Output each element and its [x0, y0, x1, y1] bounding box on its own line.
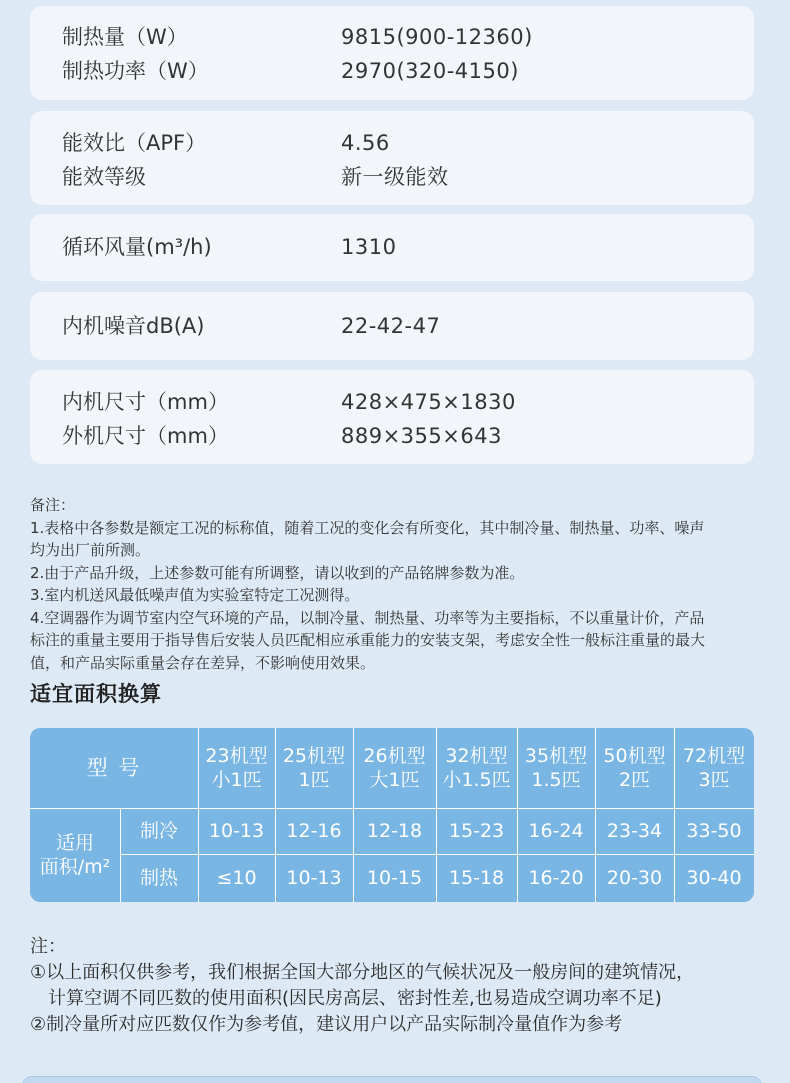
remarks-line: 2.由于产品升级，上述参数可能有所调整，请以收到的产品铭牌参数为准。	[30, 563, 525, 582]
cooling-value: 10-13	[208, 820, 265, 842]
model-hp: 1.5匹	[531, 769, 581, 791]
spec-row-heating-power	[30, 54, 754, 88]
remarks-line: 4.空调器作为调节室内空气环境的产品，以制冷量、制热量、功率等为主要指标，不以重量计价，产品	[30, 608, 705, 627]
model-hp: 3匹	[698, 769, 730, 791]
remarks	[30, 494, 760, 674]
spec-row-outdoor-size	[30, 419, 754, 453]
spec-row-energy-grade	[30, 160, 754, 194]
footnotes	[30, 934, 760, 1038]
model-header	[198, 728, 275, 808]
model-header	[353, 728, 436, 808]
spec-value: 428×475×1830	[341, 390, 516, 414]
model-name: 35机型	[524, 745, 588, 767]
remarks-line: 值，和产品实际重量会存在差异，不影响使用效果。	[30, 653, 376, 672]
spec-label: 制热量（W）	[62, 25, 188, 49]
next-section-edge	[22, 1076, 762, 1083]
type-header: 型 号	[86, 756, 142, 780]
model-name: 32机型	[445, 745, 508, 767]
model-name: 23机型	[205, 745, 268, 767]
spec-row-apf	[30, 126, 754, 160]
spec-label: 内机噪音dB(A)	[62, 314, 205, 338]
model-hp: 2匹	[618, 769, 651, 791]
footnote-line: 计算空调不同匹数的使用面积(因民房高层、密封性差,也易造成空调功率不足)	[48, 988, 662, 1009]
heating-value: 10-13	[286, 867, 342, 889]
heating-value: ≤10	[216, 867, 257, 889]
spec-row-heating-capacity	[30, 20, 754, 54]
heating-value: 16-20	[528, 867, 584, 889]
spec-card-airflow	[30, 214, 754, 281]
model-header	[674, 728, 754, 808]
model-header	[436, 728, 517, 808]
model-hp: 小1匹	[211, 769, 262, 791]
spec-value: 889×355×643	[341, 424, 502, 448]
model-header	[595, 728, 674, 808]
spec-value: 4.56	[341, 131, 390, 155]
footnote-line: ①以上面积仅供参考，我们根据全国大部分地区的气候状况及一般房间的建筑情况，	[30, 962, 695, 983]
spec-row-indoor-noise	[30, 309, 754, 343]
remarks-line: 1.表格中各参数是额定工况的标称值，随着工况的变化会有所变化，其中制冷量、制热量、功率、噪声	[30, 518, 705, 537]
cooling-value: 23-34	[606, 820, 663, 842]
model-header	[517, 728, 595, 808]
spec-card-noise	[30, 292, 754, 360]
spec-label: 内机尺寸（mm）	[62, 390, 229, 414]
model-hp: 小1.5匹	[442, 769, 511, 791]
spec-value: 9815(900-12360)	[341, 25, 533, 49]
heating-value: 15-18	[448, 867, 505, 889]
model-name: 50机型	[603, 745, 666, 767]
cooling-label: 制冷	[139, 820, 178, 842]
spec-value: 22-42-47	[341, 314, 441, 338]
spec-card-size	[30, 370, 754, 464]
cooling-value: 15-23	[448, 820, 505, 842]
model-hp: 1匹	[298, 769, 330, 791]
model-name: 26机型	[363, 745, 426, 767]
heating-value: 30-40	[686, 867, 742, 889]
remarks-line: 均为出厂前所测。	[30, 541, 151, 559]
remarks-title: 备注：	[30, 496, 76, 514]
spec-label: 循环风量(m³/h)	[62, 235, 212, 259]
footnote-line: ②制冷量所对应匹数仅作为参考值，建议用户以产品实际制冷量值作为参考	[30, 1014, 623, 1035]
model-header	[275, 728, 353, 808]
spec-label: 制热功率（W）	[62, 59, 209, 83]
heating-value: 20-30	[606, 867, 663, 889]
cooling-value: 16-24	[528, 820, 584, 842]
area-label	[30, 808, 120, 902]
spec-label: 外机尺寸（mm）	[62, 424, 229, 448]
spec-row-airflow	[30, 230, 754, 264]
area-label-line: 面积/m²	[39, 856, 111, 878]
model-name: 72机型	[682, 745, 746, 767]
spec-value: 新一级能效	[341, 165, 449, 189]
cooling-value: 33-50	[686, 820, 742, 842]
footnotes-title: 注：	[30, 936, 66, 957]
spec-value: 2970(320-4150)	[341, 59, 519, 83]
heating-label: 制热	[139, 867, 178, 889]
heating-value: 10-15	[366, 867, 423, 889]
remarks-line: 3.室内机送风最低噪声值为实验室特定工况测得。	[30, 586, 360, 604]
spec-value: 1310	[341, 235, 397, 259]
section-title: 适宜面积换算	[30, 682, 162, 706]
spec-card-efficiency	[30, 111, 754, 205]
cooling-value: 12-18	[366, 820, 423, 842]
cooling-value: 12-16	[286, 820, 342, 842]
spec-label: 能效比（APF）	[62, 131, 207, 155]
spec-card-heating	[30, 6, 754, 100]
spec-row-indoor-size	[30, 385, 754, 419]
model-name: 25机型	[282, 745, 346, 767]
model-hp: 大1匹	[369, 769, 420, 791]
spec-label: 能效等级	[62, 165, 146, 189]
area-label-line: 适用	[55, 832, 94, 854]
area-table	[30, 728, 754, 902]
remarks-line: 标注的重量主要用于指导售后安装人员匹配相应承重能力的安装支架，考虑安全性一般标注重量的最大	[30, 631, 706, 649]
